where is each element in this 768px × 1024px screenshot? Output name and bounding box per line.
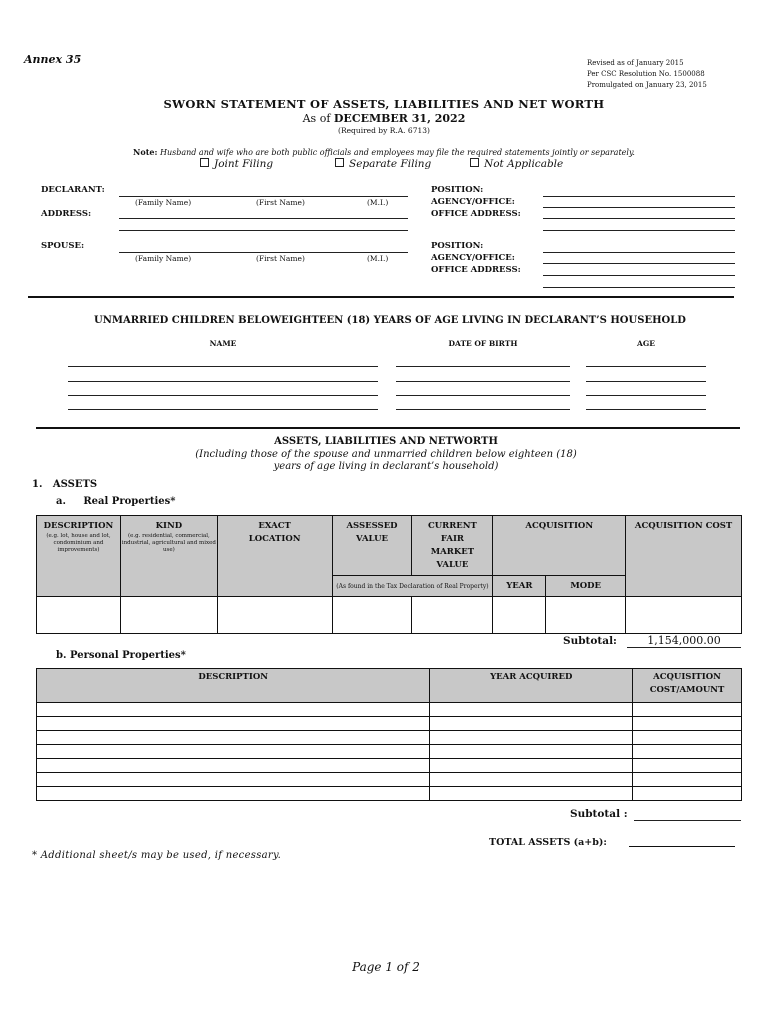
tax-note-header bbox=[332, 576, 493, 597]
personal-cost-cell[interactable] bbox=[633, 773, 742, 787]
assets-subtitle-1: (Including those of the spouse and unmarried children below eighteen (18) bbox=[195, 449, 577, 460]
personal-year-cell[interactable] bbox=[430, 703, 633, 717]
acquisition-cost-header bbox=[626, 516, 742, 597]
page-title: SWORN STATEMENT OF ASSETS, LIABILITIES AND NET WORTH bbox=[163, 97, 605, 111]
child-name-field[interactable] bbox=[68, 409, 378, 410]
assets-subtitle-2: years of age living in declarant’s household) bbox=[273, 461, 499, 472]
child-dob-field[interactable] bbox=[396, 409, 570, 410]
additional-sheets-note: * Additional sheet/s may be used, if necessary. bbox=[32, 850, 282, 861]
current-value-text: VALUE bbox=[436, 560, 469, 570]
personal-cost-text-1: ACQUISITION bbox=[653, 672, 721, 682]
spouse-label: SPOUSE: bbox=[41, 241, 85, 251]
exact-text: EXACT bbox=[258, 521, 291, 531]
child-age-field[interactable] bbox=[586, 366, 706, 367]
address-label: ADDRESS: bbox=[41, 209, 92, 219]
children-title: UNMARRIED CHILDREN BELOWEIGHTEEN (18) YEARS OF AGE LIVING IN DECLARANT’S HOUSEHOLD bbox=[94, 315, 686, 326]
table-row bbox=[37, 717, 742, 731]
market-text: MARKET bbox=[430, 547, 475, 557]
spouse-first-name-caption: (First Name) bbox=[256, 254, 305, 263]
personal-description-cell[interactable] bbox=[37, 717, 430, 731]
real-location-cell[interactable] bbox=[217, 597, 332, 634]
table-row bbox=[37, 787, 742, 801]
not-applicable-option[interactable] bbox=[470, 158, 563, 170]
section-divider bbox=[28, 296, 734, 298]
checkbox-icon[interactable] bbox=[200, 158, 209, 167]
note-line bbox=[0, 147, 768, 157]
real-kind-cell[interactable] bbox=[120, 597, 217, 634]
table-row bbox=[37, 773, 742, 787]
revised-text: Revised as of January 2015 bbox=[587, 59, 684, 67]
child-name-field[interactable] bbox=[68, 366, 378, 367]
spouse-office-address-field-2[interactable] bbox=[543, 287, 735, 288]
child-name-field[interactable] bbox=[68, 381, 378, 382]
required-by: (Required by R.A. 6713) bbox=[338, 126, 430, 135]
mi-caption: (M.I.) bbox=[367, 198, 389, 207]
table-row bbox=[37, 597, 742, 634]
year-acquired-text: YEAR ACQUIRED bbox=[490, 672, 573, 682]
child-dob-field[interactable] bbox=[396, 381, 570, 382]
real-cost-cell[interactable] bbox=[626, 597, 742, 634]
as-of-prefix: As of bbox=[302, 112, 331, 125]
current-text: CURRENT bbox=[427, 521, 477, 531]
assets-heading: 1. ASSETS bbox=[32, 479, 98, 490]
spouse-mi-caption: (M.I.) bbox=[367, 254, 389, 263]
personal-description-cell[interactable] bbox=[37, 773, 430, 787]
assets-title: ASSETS, LIABILITIES AND NETWORTH bbox=[274, 436, 498, 447]
personal-year-cell[interactable] bbox=[430, 731, 633, 745]
personal-year-cell[interactable] bbox=[430, 745, 633, 759]
personal-cost-header bbox=[633, 669, 742, 703]
checkbox-icon[interactable] bbox=[335, 158, 344, 167]
real-properties-table bbox=[36, 515, 742, 634]
personal-cost-cell[interactable] bbox=[633, 731, 742, 745]
kind-header bbox=[120, 516, 217, 597]
separate-filing-option[interactable] bbox=[335, 158, 431, 170]
declarant-name-field[interactable] bbox=[119, 196, 408, 197]
assessed-text: ASSESSED bbox=[346, 521, 398, 531]
option-label: Not Applicable bbox=[484, 158, 564, 170]
position-label: POSITION: bbox=[431, 185, 484, 195]
promulgated-text: Promulgated on January 23, 2015 bbox=[587, 81, 707, 89]
description-header bbox=[37, 516, 121, 597]
assessed-value-header bbox=[332, 516, 412, 576]
description-header-text: DESCRIPTION bbox=[43, 521, 114, 531]
agency-field[interactable] bbox=[543, 207, 735, 208]
acquisition-text: ACQUISITION bbox=[525, 521, 594, 531]
total-assets-label: TOTAL ASSETS (a+b): bbox=[489, 837, 607, 848]
spouse-name-field[interactable] bbox=[119, 252, 408, 253]
child-age-field[interactable] bbox=[586, 395, 706, 396]
child-age-field[interactable] bbox=[586, 409, 706, 410]
personal-description-cell[interactable] bbox=[37, 759, 430, 773]
location-header bbox=[217, 516, 332, 597]
personal-description-cell[interactable] bbox=[37, 703, 430, 717]
real-subtotal-value: 1,154,000.00 bbox=[627, 634, 741, 648]
personal-cost-cell[interactable] bbox=[633, 759, 742, 773]
col-age: AGE bbox=[637, 339, 655, 348]
joint-filing-option[interactable] bbox=[200, 158, 273, 170]
real-assessed-cell[interactable] bbox=[332, 597, 412, 634]
personal-cost-cell[interactable] bbox=[633, 787, 742, 801]
child-age-field[interactable] bbox=[586, 381, 706, 382]
real-description-cell[interactable] bbox=[37, 597, 121, 634]
note-text: Husband and wife who are both public officials and employees may file the required statements jointly or separately. bbox=[159, 148, 635, 157]
personal-year-cell[interactable] bbox=[430, 759, 633, 773]
table-row bbox=[37, 731, 742, 745]
personal-properties-heading: b. Personal Properties* bbox=[56, 650, 186, 661]
mode-header bbox=[546, 576, 626, 597]
table-row bbox=[37, 745, 742, 759]
as-of-date: DECEMBER 31, 2022 bbox=[333, 112, 466, 125]
col-name: NAME bbox=[209, 339, 237, 348]
location-text: LOCATION bbox=[248, 534, 301, 544]
revision-info bbox=[587, 58, 707, 91]
page-number: Page 1 of 2 bbox=[352, 960, 420, 974]
total-assets-field[interactable] bbox=[629, 846, 735, 847]
personal-cost-cell[interactable] bbox=[633, 745, 742, 759]
office-address-field-2[interactable] bbox=[543, 230, 735, 231]
spouse-agency-field[interactable] bbox=[543, 263, 735, 264]
family-name-caption: (Family Name) bbox=[135, 198, 192, 207]
real-mode-cell[interactable] bbox=[546, 597, 626, 634]
personal-cost-text-2: COST/AMOUNT bbox=[649, 685, 725, 695]
position-field[interactable] bbox=[543, 196, 735, 197]
office-address-field-1[interactable] bbox=[543, 218, 735, 219]
address-field-1[interactable] bbox=[119, 218, 408, 219]
personal-subtotal-label: Subtotal : bbox=[570, 808, 628, 820]
acquisition-cost-text: ACQUISITION COST bbox=[634, 521, 733, 531]
first-name-caption: (First Name) bbox=[256, 198, 305, 207]
spouse-office-address-label: OFFICE ADDRESS: bbox=[431, 265, 521, 275]
personal-description-header bbox=[37, 669, 430, 703]
personal-year-cell[interactable] bbox=[430, 773, 633, 787]
personal-subtotal-field[interactable] bbox=[634, 820, 741, 821]
child-dob-field[interactable] bbox=[396, 366, 570, 367]
option-label: Separate Filing bbox=[349, 158, 432, 170]
real-subtotal-label: Subtotal: bbox=[563, 635, 617, 647]
spouse-position-label: POSITION: bbox=[431, 241, 484, 251]
resolution-text: Per CSC Resolution No. 1500088 bbox=[587, 70, 705, 78]
note-label: Note: bbox=[133, 147, 158, 157]
personal-cost-cell[interactable] bbox=[633, 703, 742, 717]
year-acquired-header bbox=[430, 669, 633, 703]
option-label: Joint Filing bbox=[214, 158, 274, 170]
year-header bbox=[493, 576, 546, 597]
child-name-field[interactable] bbox=[68, 395, 378, 396]
as-of-line bbox=[0, 112, 768, 125]
year-text: YEAR bbox=[506, 580, 533, 591]
kind-header-sub: (e.g. residential, commercial, industrial, agricultural and mixed use) bbox=[121, 533, 216, 553]
real-properties-heading: a. Real Properties* bbox=[56, 496, 176, 507]
market-value-header bbox=[412, 516, 493, 576]
mode-text: MODE bbox=[570, 580, 602, 591]
kind-header-text: KIND bbox=[155, 521, 183, 531]
address-field-2[interactable] bbox=[119, 230, 408, 231]
col-dob: DATE OF BIRTH bbox=[448, 339, 518, 348]
spouse-position-field[interactable] bbox=[543, 252, 735, 253]
declarant-label: DECLARANT: bbox=[41, 185, 105, 195]
section-divider bbox=[36, 427, 740, 429]
personal-year-cell[interactable] bbox=[430, 717, 633, 731]
annex-label: Annex 35 bbox=[24, 53, 82, 66]
agency-label: AGENCY/OFFICE: bbox=[431, 197, 515, 207]
personal-year-cell[interactable] bbox=[430, 787, 633, 801]
personal-cost-cell[interactable] bbox=[633, 717, 742, 731]
office-address-label: OFFICE ADDRESS: bbox=[431, 209, 521, 219]
tax-note-text: (As found in the Tax Declaration of Real Property) bbox=[336, 582, 489, 590]
child-dob-field[interactable] bbox=[396, 395, 570, 396]
acquisition-header bbox=[493, 516, 626, 576]
spouse-agency-label: AGENCY/OFFICE: bbox=[431, 253, 515, 263]
value-text: VALUE bbox=[356, 534, 388, 544]
table-row bbox=[37, 703, 742, 717]
description-header-sub: (e.g. lot, house and lot, condominium and improvements) bbox=[46, 533, 111, 553]
spouse-family-name-caption: (Family Name) bbox=[135, 254, 192, 263]
personal-description-cell[interactable] bbox=[37, 731, 430, 745]
table-row bbox=[37, 759, 742, 773]
fair-text: FAIR bbox=[440, 534, 464, 544]
personal-properties-table bbox=[36, 668, 742, 801]
personal-description-text: DESCRIPTION bbox=[198, 672, 269, 682]
spouse-office-address-field-1[interactable] bbox=[543, 275, 735, 276]
real-market-cell[interactable] bbox=[412, 597, 493, 634]
personal-description-cell[interactable] bbox=[37, 745, 430, 759]
personal-description-cell[interactable] bbox=[37, 787, 430, 801]
checkbox-icon[interactable] bbox=[470, 158, 479, 167]
real-year-cell[interactable] bbox=[493, 597, 546, 634]
